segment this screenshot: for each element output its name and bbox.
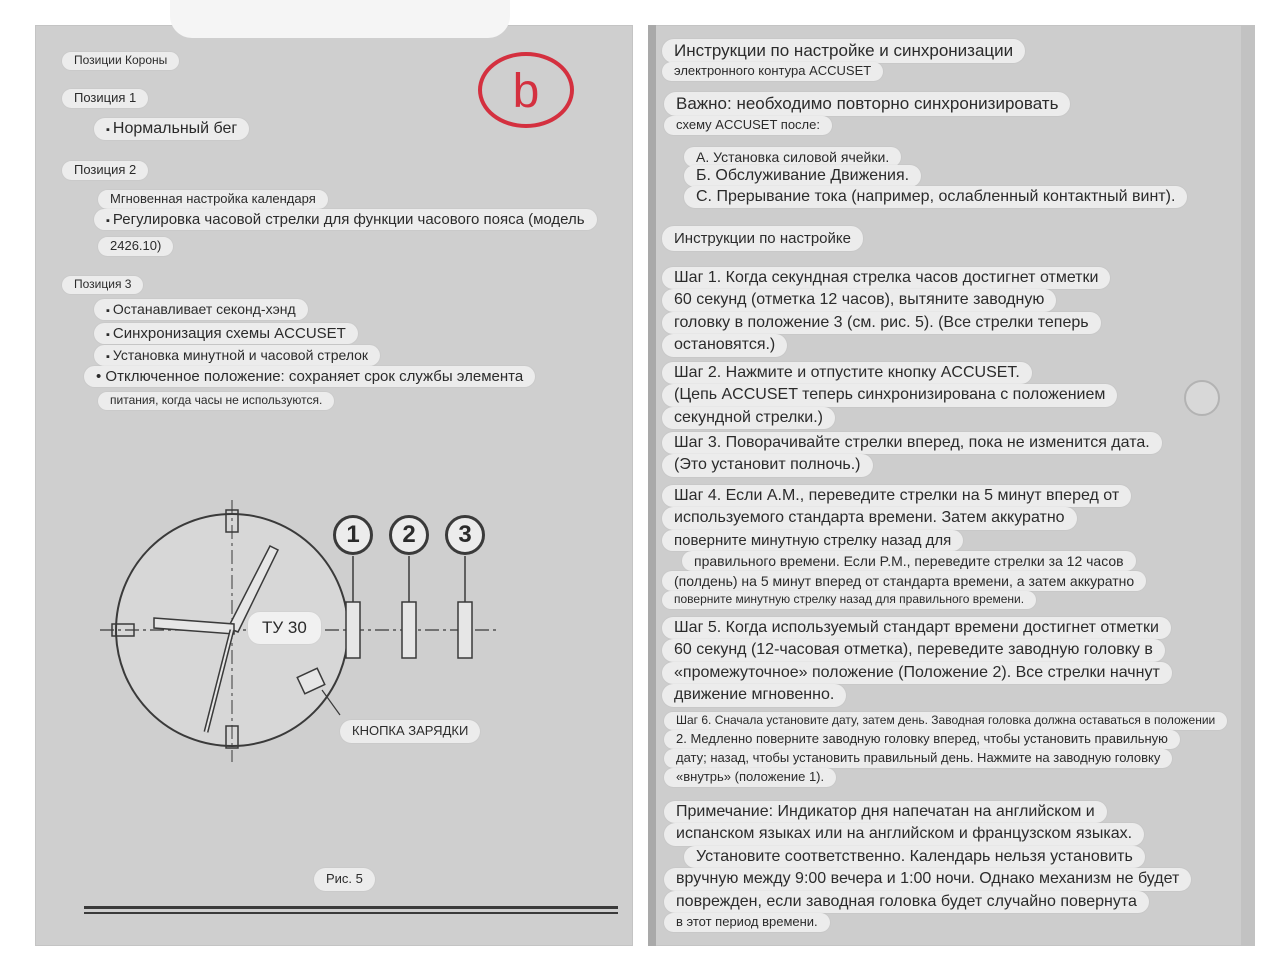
section-header: Позиции Короны xyxy=(62,52,179,70)
step-line: 60 секунд (отметка 12 часов), вытяните заводную xyxy=(662,289,1056,311)
list-item: Б. Обслуживание Движения. xyxy=(684,165,921,187)
position-3-line: • Отключенное положение: сохраняет срок службы элемента xyxy=(84,366,535,387)
rule-line xyxy=(84,906,618,909)
step-line: 60 секунд (12-часовая отметка), переведите заводную головку в xyxy=(662,639,1165,661)
right-title: Инструкции по настройке и синхронизации xyxy=(662,39,1025,63)
step-line: Шаг 4. Если А.М., переведите стрелки на 5 минут вперед от xyxy=(662,485,1131,507)
step-line: используемого стандарта времени. Затем аккуратно xyxy=(662,507,1077,529)
right-subtitle: электронного контура ACCUSET xyxy=(662,62,883,81)
note-line: поврежден, если заводная головка будет случайно повернута xyxy=(664,891,1149,913)
position-3-line: ▪ Синхронизация схемы ACCUSET xyxy=(94,323,358,344)
position-3-line: ▪ Останавливает секонд-хэнд xyxy=(94,299,308,320)
position-2-line: ▪ Регулировка часовой стрелки для функции часового пояса (модель xyxy=(94,209,597,230)
panel-badge: b xyxy=(478,52,574,128)
position-2-title: Позиция 2 xyxy=(62,161,148,180)
note-line: Примечание: Индикатор дня напечатан на английском и xyxy=(664,801,1107,823)
position-3-line: ▪ Установка минутной и часовой стрелок xyxy=(94,345,380,366)
step-line: (Цепь ACCUSET теперь синхронизирована с положением xyxy=(662,384,1117,406)
important-note: схему ACCUSET после: xyxy=(664,116,832,135)
rule-line xyxy=(84,912,618,914)
step-3 xyxy=(662,432,1162,477)
crown-position-3: 3 xyxy=(445,515,485,555)
important-note: Важно: необходимо повторно синхронизировать xyxy=(664,92,1070,116)
note-line: испанском языках или на английском и французском языках. xyxy=(664,823,1144,845)
position-2-line: 2426.10) xyxy=(98,237,173,256)
step-line: поверните минутную стрелку назад для xyxy=(662,530,963,551)
step-line: «промежуточное» положение (Положение 2). Все стрелки начнут xyxy=(662,662,1172,684)
step-4 xyxy=(662,485,1146,609)
step-line: движение мгновенно. xyxy=(662,684,846,706)
step-6 xyxy=(664,712,1227,787)
position-3-title: Позиция 3 xyxy=(62,276,143,294)
position-3-line: питания, когда часы не используются. xyxy=(98,392,334,410)
step-line: «внутрь» (положение 1). xyxy=(664,768,836,787)
step-line: Шаг 3. Поворачивайте стрелки вперед, пока не изменится дата. xyxy=(662,432,1162,454)
step-5 xyxy=(662,617,1172,707)
step-line: остановятся.) xyxy=(662,334,787,356)
position-1-title: Позиция 1 xyxy=(62,89,148,108)
step-line: секундной стрелки.) xyxy=(662,407,835,429)
winding-button-label: КНОПКА ЗАРЯДКИ xyxy=(340,720,480,743)
step-line: (полдень) на 5 минут вперед от стандарта времени, а затем аккуратно xyxy=(662,571,1146,591)
note-line: Установите соответственно. Календарь нельзя установить xyxy=(684,846,1145,868)
watch-label: ТУ 30 xyxy=(248,612,321,644)
list-item: С. Прерывание тока (например, ослабленный контактный винт). xyxy=(684,186,1187,208)
step-line: головку в положение 3 (см. рис. 5). (Все стрелки теперь xyxy=(662,312,1101,334)
step-1 xyxy=(662,267,1110,357)
knob-icon xyxy=(1184,380,1220,416)
crown-position-2: 2 xyxy=(389,515,429,555)
note xyxy=(664,801,1191,932)
note-line: в этот период времени. xyxy=(664,913,830,932)
step-line: Шаг 1. Когда секундная стрелка часов достигнет отметки xyxy=(662,267,1110,289)
position-2-line: Мгновенная настройка календаря xyxy=(98,190,328,209)
top-tab xyxy=(170,0,510,38)
position-1-item: ▪ Нормальный бег xyxy=(94,118,249,140)
figure-caption: Рис. 5 xyxy=(314,868,375,891)
step-line: поверните минутную стрелку назад для правильного времени. xyxy=(662,591,1036,609)
crown-position-1: 1 xyxy=(333,515,373,555)
step-line: Шаг 5. Когда используемый стандарт времени достигнет отметки xyxy=(662,617,1171,639)
step-line: 2. Медленно поверните заводную головку вперед, чтобы установить правильную xyxy=(664,730,1180,749)
section-title: Инструкции по настройке xyxy=(662,226,863,251)
list-item: А. Установка силовой ячейки. xyxy=(684,147,901,167)
step-line: дату; назад, чтобы установить правильный день. Нажмите на заводную головку xyxy=(664,749,1172,768)
step-line: Шаг 2. Нажмите и отпустите кнопку ACCUSET. xyxy=(662,362,1032,384)
step-line: правильного времени. Если P.M., переведите стрелки за 12 часов xyxy=(682,551,1136,571)
step-line: Шаг 6. Сначала установите дату, затем день. Заводная головка должна оставаться в положении xyxy=(664,712,1227,730)
note-line: вручную между 9:00 вечера и 1:00 ночи. Однако механизм не будет xyxy=(664,868,1191,890)
step-line: (Это установит полночь.) xyxy=(662,454,873,476)
step-2 xyxy=(662,362,1117,429)
